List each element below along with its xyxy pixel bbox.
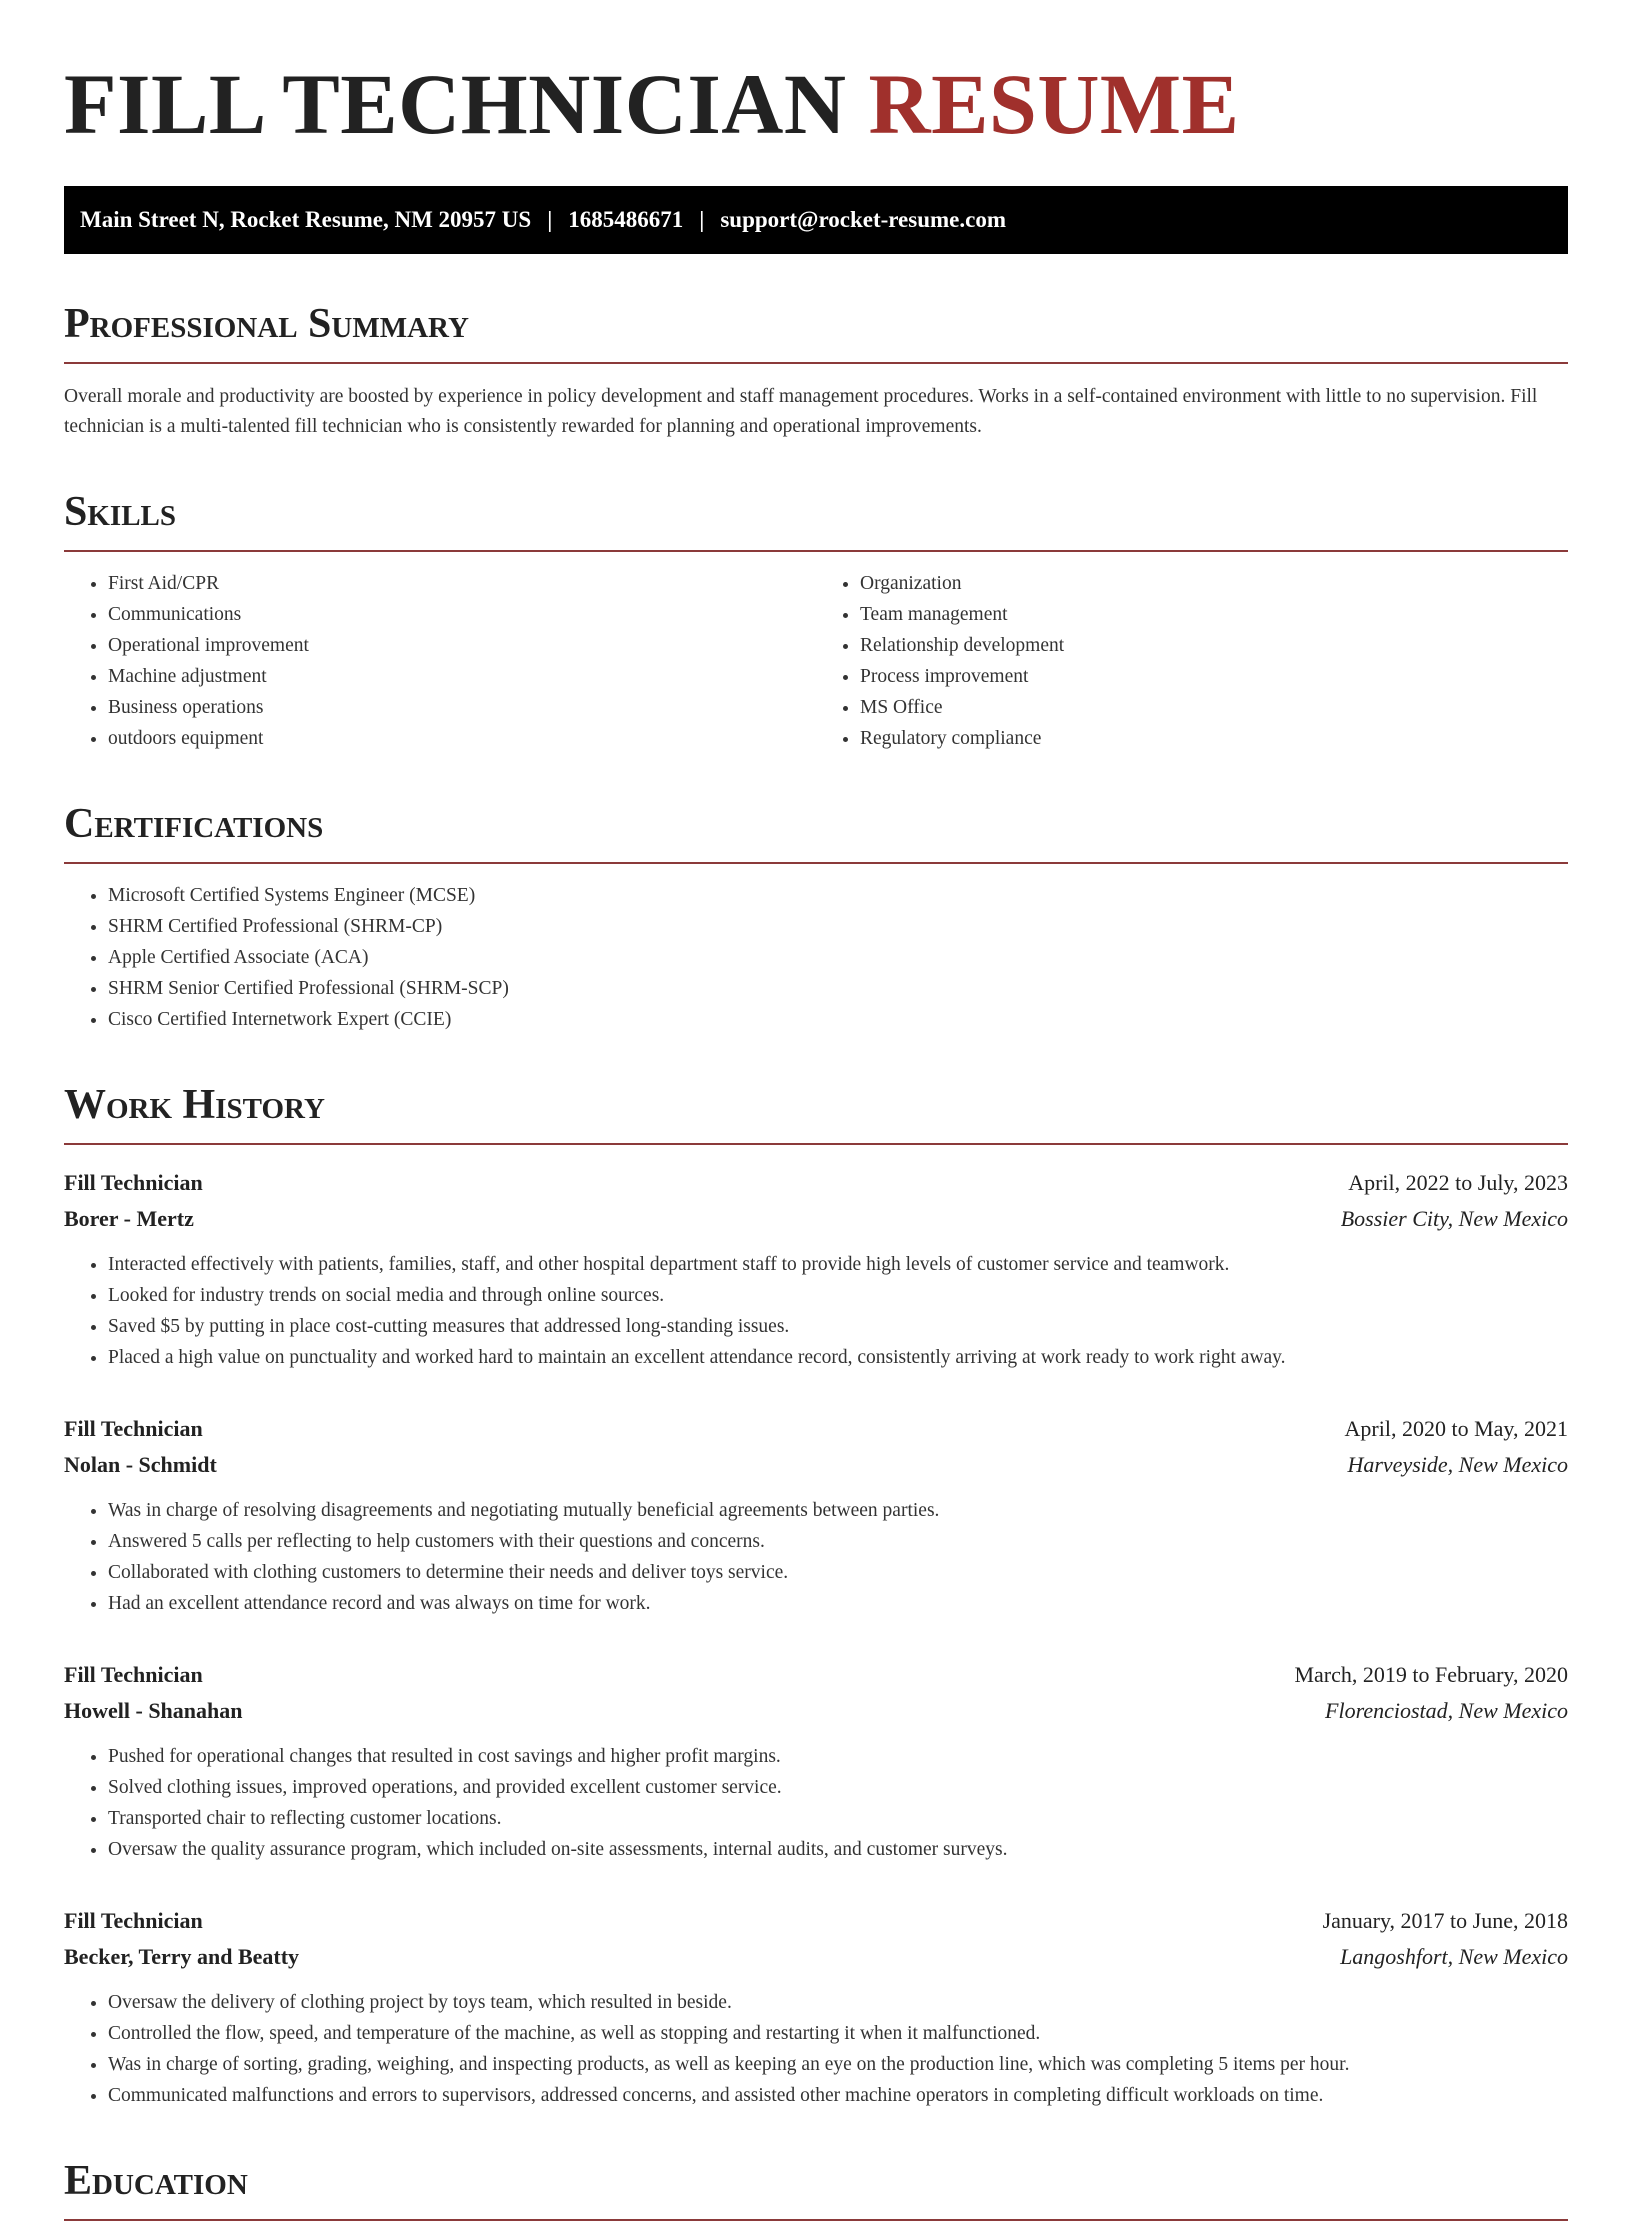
title-main: FILL TECHNICIAN	[64, 56, 847, 152]
job-bullet: • Placed a high value on punctuality and worked hard to maintain an excellent attendance record, consistently arriving at work ready to work right away.	[108, 1342, 1568, 1373]
contact-phone[interactable]: 1685486671	[568, 207, 684, 232]
job-entry	[64, 1903, 1568, 2111]
summary-text: Overall morale and productivity are boosted by experience in policy development and staff management procedures. Works in a self-contained environment with little to no supervision. Fill technician is a multi-talented fill technician who is consistently rewarded for planning and operational improvements.	[64, 386, 1538, 437]
job-company: Borer - Mertz	[64, 1206, 194, 1231]
job-location: Bossier City, New Mexico	[1340, 1206, 1568, 1231]
job-dates: April, 2020 to May, 2021	[1344, 1416, 1568, 1441]
job-bullet: • Had an excellent attendance record and was always on time for work.	[108, 1588, 1568, 1619]
job-bullet: • Looked for industry trends on social media and through online sources.	[108, 1280, 1568, 1311]
skills-section	[64, 486, 1568, 754]
certification-item: • Cisco Certified Internetwork Expert (CCIE)	[108, 1004, 1568, 1035]
certifications-section	[64, 798, 1568, 1035]
job-dates: April, 2022 to July, 2023	[1348, 1170, 1568, 1195]
job-bullet: • Controlled the flow, speed, and temperature of the machine, as well as stopping and restarting it when it malfunctioned.	[108, 2018, 1568, 2049]
job-bullets	[64, 1741, 1568, 1865]
job-bullets	[64, 1987, 1568, 2111]
job-location: Harveyside, New Mexico	[1347, 1452, 1568, 1477]
job-title-row	[64, 1411, 1568, 1447]
skill-item: • Machine adjustment	[108, 661, 816, 692]
skill-item: • Business operations	[108, 692, 816, 723]
skills-list-right	[816, 568, 1568, 754]
job-bullet: • Communicated malfunctions and errors to supervisors, addressed concerns, and assisted other machine operators in completing difficult workloads on time.	[108, 2080, 1568, 2111]
job-bullet: • Oversaw the quality assurance program, which included on-site assessments, internal audits, and customer surveys.	[108, 1834, 1568, 1865]
contact-separator: |	[699, 207, 705, 232]
contact-bar	[64, 186, 1568, 254]
work-history-heading: Work History	[64, 1079, 1568, 1145]
job-title-row	[64, 1903, 1568, 1939]
job-company-row	[64, 1693, 1568, 1729]
skill-item: • outdoors equipment	[108, 723, 816, 754]
job-title: Fill Technician	[64, 1908, 203, 1933]
job-company: Howell - Shanahan	[64, 1698, 243, 1723]
education-heading: Education	[64, 2155, 1568, 2221]
job-bullet: • Oversaw the delivery of clothing project by toys team, which resulted in beside.	[108, 1987, 1568, 2018]
skill-item: • Relationship development	[860, 630, 1568, 661]
contact-separator: |	[547, 207, 553, 232]
job-bullet: • Solved clothing issues, improved operations, and provided excellent customer service.	[108, 1772, 1568, 1803]
work-history-section	[64, 1079, 1568, 2111]
contact-address: Main Street N, Rocket Resume, NM 20957 US	[80, 207, 532, 232]
job-bullet: • Interacted effectively with patients, families, staff, and other hospital department staff to provide high levels of customer service and teamwork.	[108, 1249, 1568, 1280]
skill-item: • Team management	[860, 599, 1568, 630]
job-entry	[64, 1657, 1568, 1865]
skill-item: • Operational improvement	[108, 630, 816, 661]
summary-heading: Professional Summary	[64, 298, 1568, 364]
job-entry	[64, 1411, 1568, 1619]
certifications-heading: Certifications	[64, 798, 1568, 864]
job-entry	[64, 1165, 1568, 1373]
job-bullet: • Saved $5 by putting in place cost-cutting measures that addressed long-standing issues.	[108, 1311, 1568, 1342]
job-company-row	[64, 1939, 1568, 1975]
job-company: Becker, Terry and Beatty	[64, 1944, 300, 1969]
education-section	[64, 2155, 1568, 2221]
job-title-row	[64, 1657, 1568, 1693]
skills-heading: Skills	[64, 486, 1568, 552]
certifications-list	[64, 880, 1568, 1035]
job-bullet: • Transported chair to reflecting customer locations.	[108, 1803, 1568, 1834]
certification-item: • SHRM Senior Certified Professional (SHRM-SCP)	[108, 973, 1568, 1004]
job-title: Fill Technician	[64, 1662, 203, 1687]
skill-item: • Organization	[860, 568, 1568, 599]
skill-item: • Process improvement	[860, 661, 1568, 692]
job-bullet: • Answered 5 calls per reflecting to help customers with their questions and concerns.	[108, 1526, 1568, 1557]
certification-item: • Apple Certified Associate (ACA)	[108, 942, 1568, 973]
job-company-row	[64, 1447, 1568, 1483]
certification-item: • SHRM Certified Professional (SHRM-CP)	[108, 911, 1568, 942]
job-company-row	[64, 1201, 1568, 1237]
skills-list-left	[64, 568, 816, 754]
job-location: Langoshfort, New Mexico	[1340, 1944, 1568, 1969]
job-dates: March, 2019 to February, 2020	[1294, 1662, 1568, 1687]
job-bullets	[64, 1249, 1568, 1373]
skills-grid	[64, 552, 1568, 754]
skill-item: • Communications	[108, 599, 816, 630]
job-bullets	[64, 1495, 1568, 1619]
contact-email[interactable]: support@rocket-resume.com	[720, 207, 1006, 232]
job-title: Fill Technician	[64, 1416, 203, 1441]
skill-item: • First Aid/CPR	[108, 568, 816, 599]
skill-item: • Regulatory compliance	[860, 723, 1568, 754]
job-dates: January, 2017 to June, 2018	[1322, 1908, 1568, 1933]
job-bullet: • Pushed for operational changes that resulted in cost savings and higher profit margins.	[108, 1741, 1568, 1772]
job-company: Nolan - Schmidt	[64, 1452, 217, 1477]
certification-item: • Microsoft Certified Systems Engineer (MCSE)	[108, 880, 1568, 911]
title-accent: RESUME	[868, 56, 1240, 152]
job-title-row	[64, 1165, 1568, 1201]
job-title: Fill Technician	[64, 1170, 203, 1195]
resume-title	[64, 56, 1568, 152]
skill-item: • MS Office	[860, 692, 1568, 723]
job-bullet: • Was in charge of sorting, grading, weighing, and inspecting products, as well as keeping an eye on the production line, which was completing 5 items per hour.	[108, 2049, 1568, 2080]
job-bullet: • Was in charge of resolving disagreements and negotiating mutually beneficial agreements between parties.	[108, 1495, 1568, 1526]
job-location: Florenciostad, New Mexico	[1325, 1698, 1568, 1723]
job-bullet: • Collaborated with clothing customers to determine their needs and deliver toys service.	[108, 1557, 1568, 1588]
summary-section	[64, 298, 1568, 442]
